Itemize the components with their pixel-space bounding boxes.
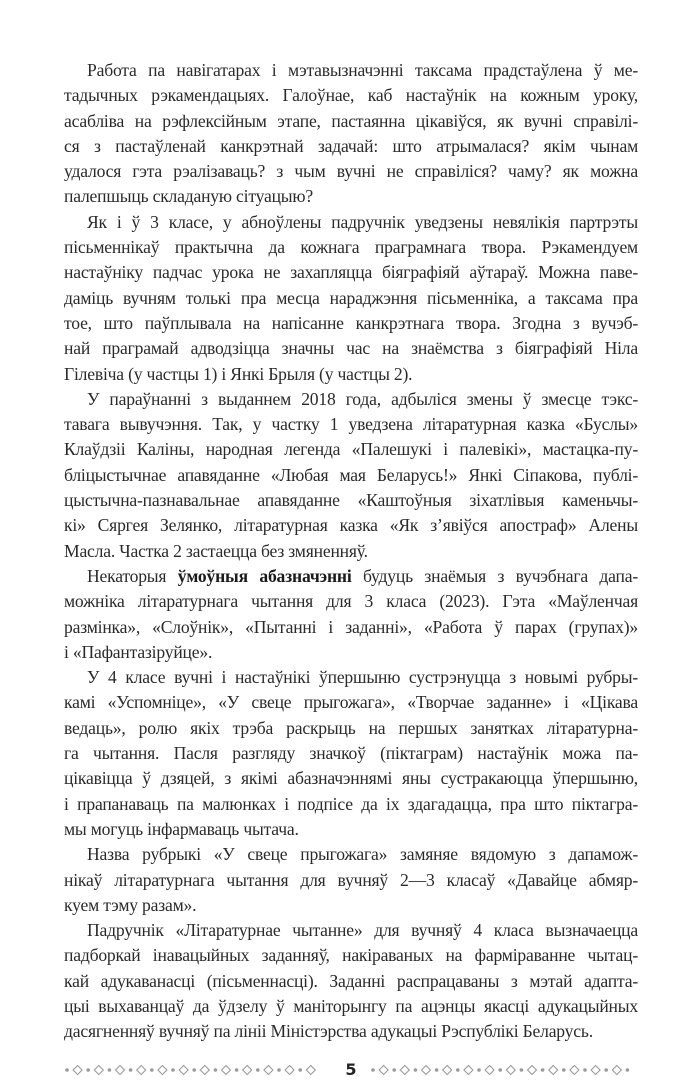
text-line: Масла. Частка 2 застаецца без змяненняў. [64, 540, 368, 561]
ornament-diamond [464, 1065, 473, 1074]
ornament-dot [277, 1068, 281, 1072]
text-line: У параўнанні з выданнем 2018 года, адбыліся змены ў змесце тэкс- [87, 388, 638, 409]
ornament-diamond [73, 1065, 82, 1074]
ornament-dot [150, 1068, 154, 1072]
text-line: удалося гэта рэалізаваць? з чым вучні не справіліся? чаму? як можна [64, 161, 638, 182]
paragraph [64, 918, 638, 1044]
ornament-dot [129, 1068, 133, 1072]
ornament-diamond [549, 1065, 558, 1074]
text-line: Як і ў 3 класе, у абноўлены падручнік уведзены невялікія партрэты [87, 211, 638, 232]
ornament-diamond [422, 1065, 431, 1074]
ornament-diamond [400, 1065, 409, 1074]
text-line: бліцыстычнае апавяданне «Любая мая Беларусь!» Янкі Сіпакова, публі- [64, 464, 638, 485]
text-line: Клаўдзіі Каліны, народная легенда «Палешукі і палевікі», мастацка-пу- [64, 439, 638, 460]
text-line: цыстычна-пазнавальнае апавяданне «Каштоўныя зіхатлівыя каменьчы- [64, 490, 638, 511]
ornament-dot [583, 1068, 587, 1072]
text-line: камі «Успомніце», «У свеце прыгожага», «Творчае заданне» і «Цікава [64, 692, 638, 713]
ornament-dot [108, 1068, 112, 1072]
text-line: цыі выхаванцаў да ўдзелу ў маніторынгу па ацэнцы якасці адукацыйных [64, 995, 638, 1016]
ornament-dot [214, 1068, 218, 1072]
ornament-dot [626, 1068, 630, 1072]
bold-term: ўмоўныя абазначэнні [177, 565, 352, 586]
text-line: ся з пастаўленай канкрэтнай задачай: што атрымалася? якім чынам [64, 135, 638, 156]
page-footer [64, 1059, 638, 1081]
ornament-dot [371, 1068, 375, 1072]
ornament-diamond [116, 1065, 125, 1074]
text-line: Назва рубрыкі «У свеце прыгожага» замяняе вядомую з дапамож- [87, 844, 638, 865]
text-line: кі» Сяргея Зелянко, літаратурная казка «Як з’явіўся апостраф» Алены [64, 515, 638, 536]
text-line: палепшыць складаную сітуацыю? [64, 186, 313, 207]
text-line: га чытання. Пасля разгляду значкоў (піктаграм) настаўнік можа па- [64, 743, 638, 764]
ornament-diamond [179, 1065, 188, 1074]
text-line: У 4 класе вучні і настаўнікі ўпершыню сустрэнуцца з новымі рубры- [87, 667, 638, 688]
ornament-dot [604, 1068, 608, 1072]
ornament-diamond [137, 1065, 146, 1074]
text-line: асабліва на рэфлексійным этапе, пастаянна цікавіўся, як вучні справілі- [64, 110, 638, 131]
ornament-dot [456, 1068, 460, 1072]
text-line: цікавіцца ў дзяцей, з якімі абазначэннямі яны сустракаюцца ўпершыню, [64, 768, 638, 789]
text-line: Гілевіча (у частцы 1) і Янкі Брыля (у частцы 2). [64, 363, 413, 384]
ornament-diamond [222, 1065, 231, 1074]
paragraph [64, 665, 638, 842]
paragraph [64, 58, 638, 210]
ornament-dot [171, 1068, 175, 1072]
text-line: най праграмай адводзіцца значны час на знаёмства з біяграфіяй Ніла [64, 338, 638, 359]
paragraph [64, 842, 638, 918]
ornament-diamond [200, 1065, 209, 1074]
text-line: настаўніку падчас урока не захапляцца біяграфіяй аўтараў. Можна паве- [64, 262, 638, 283]
page-number: 5 [345, 1059, 357, 1079]
ornament-diamond [306, 1065, 315, 1074]
ornament-diamond [570, 1065, 579, 1074]
ornament-dot [498, 1068, 502, 1072]
ornament-diamond [443, 1065, 452, 1074]
text-line: Падручнік «Літаратурнае чытанне» для вучняў 4 класа вызначаецца [87, 920, 638, 941]
text-line: і прапанаваць па малюнках і подпісе да іх здагадацца, пра што піктагра- [64, 793, 638, 814]
ornament-diamond [506, 1065, 515, 1074]
ornament-dot [541, 1068, 545, 1072]
ornament-diamond [94, 1065, 103, 1074]
ornament-dot [256, 1068, 260, 1072]
text-line: можніка літаратурнага чытання для 3 класа (2023). Гэта «Маўленчая [64, 591, 638, 612]
ornament-diamond [285, 1065, 294, 1074]
ornament-dot [86, 1068, 90, 1072]
ornament-dot [414, 1068, 418, 1072]
paragraph [64, 564, 638, 665]
ornament-dot [435, 1068, 439, 1072]
text-line: тавага вывучэння. Так, у частку 1 уведзена літаратурная казка «Буслы» [64, 414, 638, 435]
ornament-diamond [158, 1065, 167, 1074]
text-line: ведаць», ролю якіх трэба раскрыць на першых занятках літаратурна- [64, 717, 638, 738]
text-span: Некаторыя [87, 565, 178, 586]
ornament-dot [562, 1068, 566, 1072]
paragraph [64, 210, 638, 387]
text-span: будуць знаёмыя з вучэбнага дапа- [351, 565, 639, 586]
ornament-dot [477, 1068, 481, 1072]
text-line: дасягненняў вучняў па лініі Міністэрства адукацыі Рэспублікі Беларусь. [64, 1021, 593, 1042]
text-line: і «Пафантазіруйце». [64, 641, 213, 662]
ornament-diamond [591, 1065, 600, 1074]
ornament-dot [298, 1068, 302, 1072]
text-line: пісьменнікаў практычна да кожнага праграмнага твора. Рэкамендуем [64, 237, 638, 258]
paragraph [64, 387, 638, 564]
ornament-diamond [612, 1065, 621, 1074]
ornament-diamond [264, 1065, 273, 1074]
text-line: даміць вучням толькі пра месца нараджэння пісьменніка, а таксама пра [64, 287, 638, 308]
ornament-diamond [528, 1065, 537, 1074]
ornament-diamond [243, 1065, 252, 1074]
ornament-dot [192, 1068, 196, 1072]
ornament-diamond [379, 1065, 388, 1074]
text-line: падборкай інавацыйных заданняў, накіраваных на фарміраванне чытац- [64, 945, 638, 966]
text-line: Работа па навігатарах і мэтавызначэнні таксама прадстаўлена ў ме- [87, 60, 638, 80]
ornament-border-right [370, 1064, 638, 1076]
ornament-border-left [64, 1064, 320, 1076]
text-line: тадычных рэкамендацыях. Галоўнае, каб настаўнік на кожным уроку, [64, 85, 638, 106]
text-line: тое, што паўплывала на напісанне канкрэтнага твора. Згодна з вучэб- [64, 312, 638, 333]
text-line [64, 564, 638, 589]
text-line: размінка», «Слоўнік», «Пытанні і заданні», «Работа ў парах (групах)» [64, 616, 638, 637]
ornament-dot [235, 1068, 239, 1072]
text-line: нікаў літаратурнага чытання для вучняў 2—3 класаў «Давайце абмяр- [64, 869, 638, 890]
text-line: кай адукаванасці (пісьменнасці). Заданні распрацаваны з мэтай адапта- [64, 970, 638, 991]
ornament-dot [392, 1068, 396, 1072]
ornament-diamond [485, 1065, 494, 1074]
ornament-dot [520, 1068, 524, 1072]
page-body-text [64, 58, 638, 1045]
text-line: куем тэму разам». [64, 894, 197, 915]
ornament-dot [65, 1068, 69, 1072]
text-line: мы могуць інфармаваць чытача. [64, 818, 299, 839]
